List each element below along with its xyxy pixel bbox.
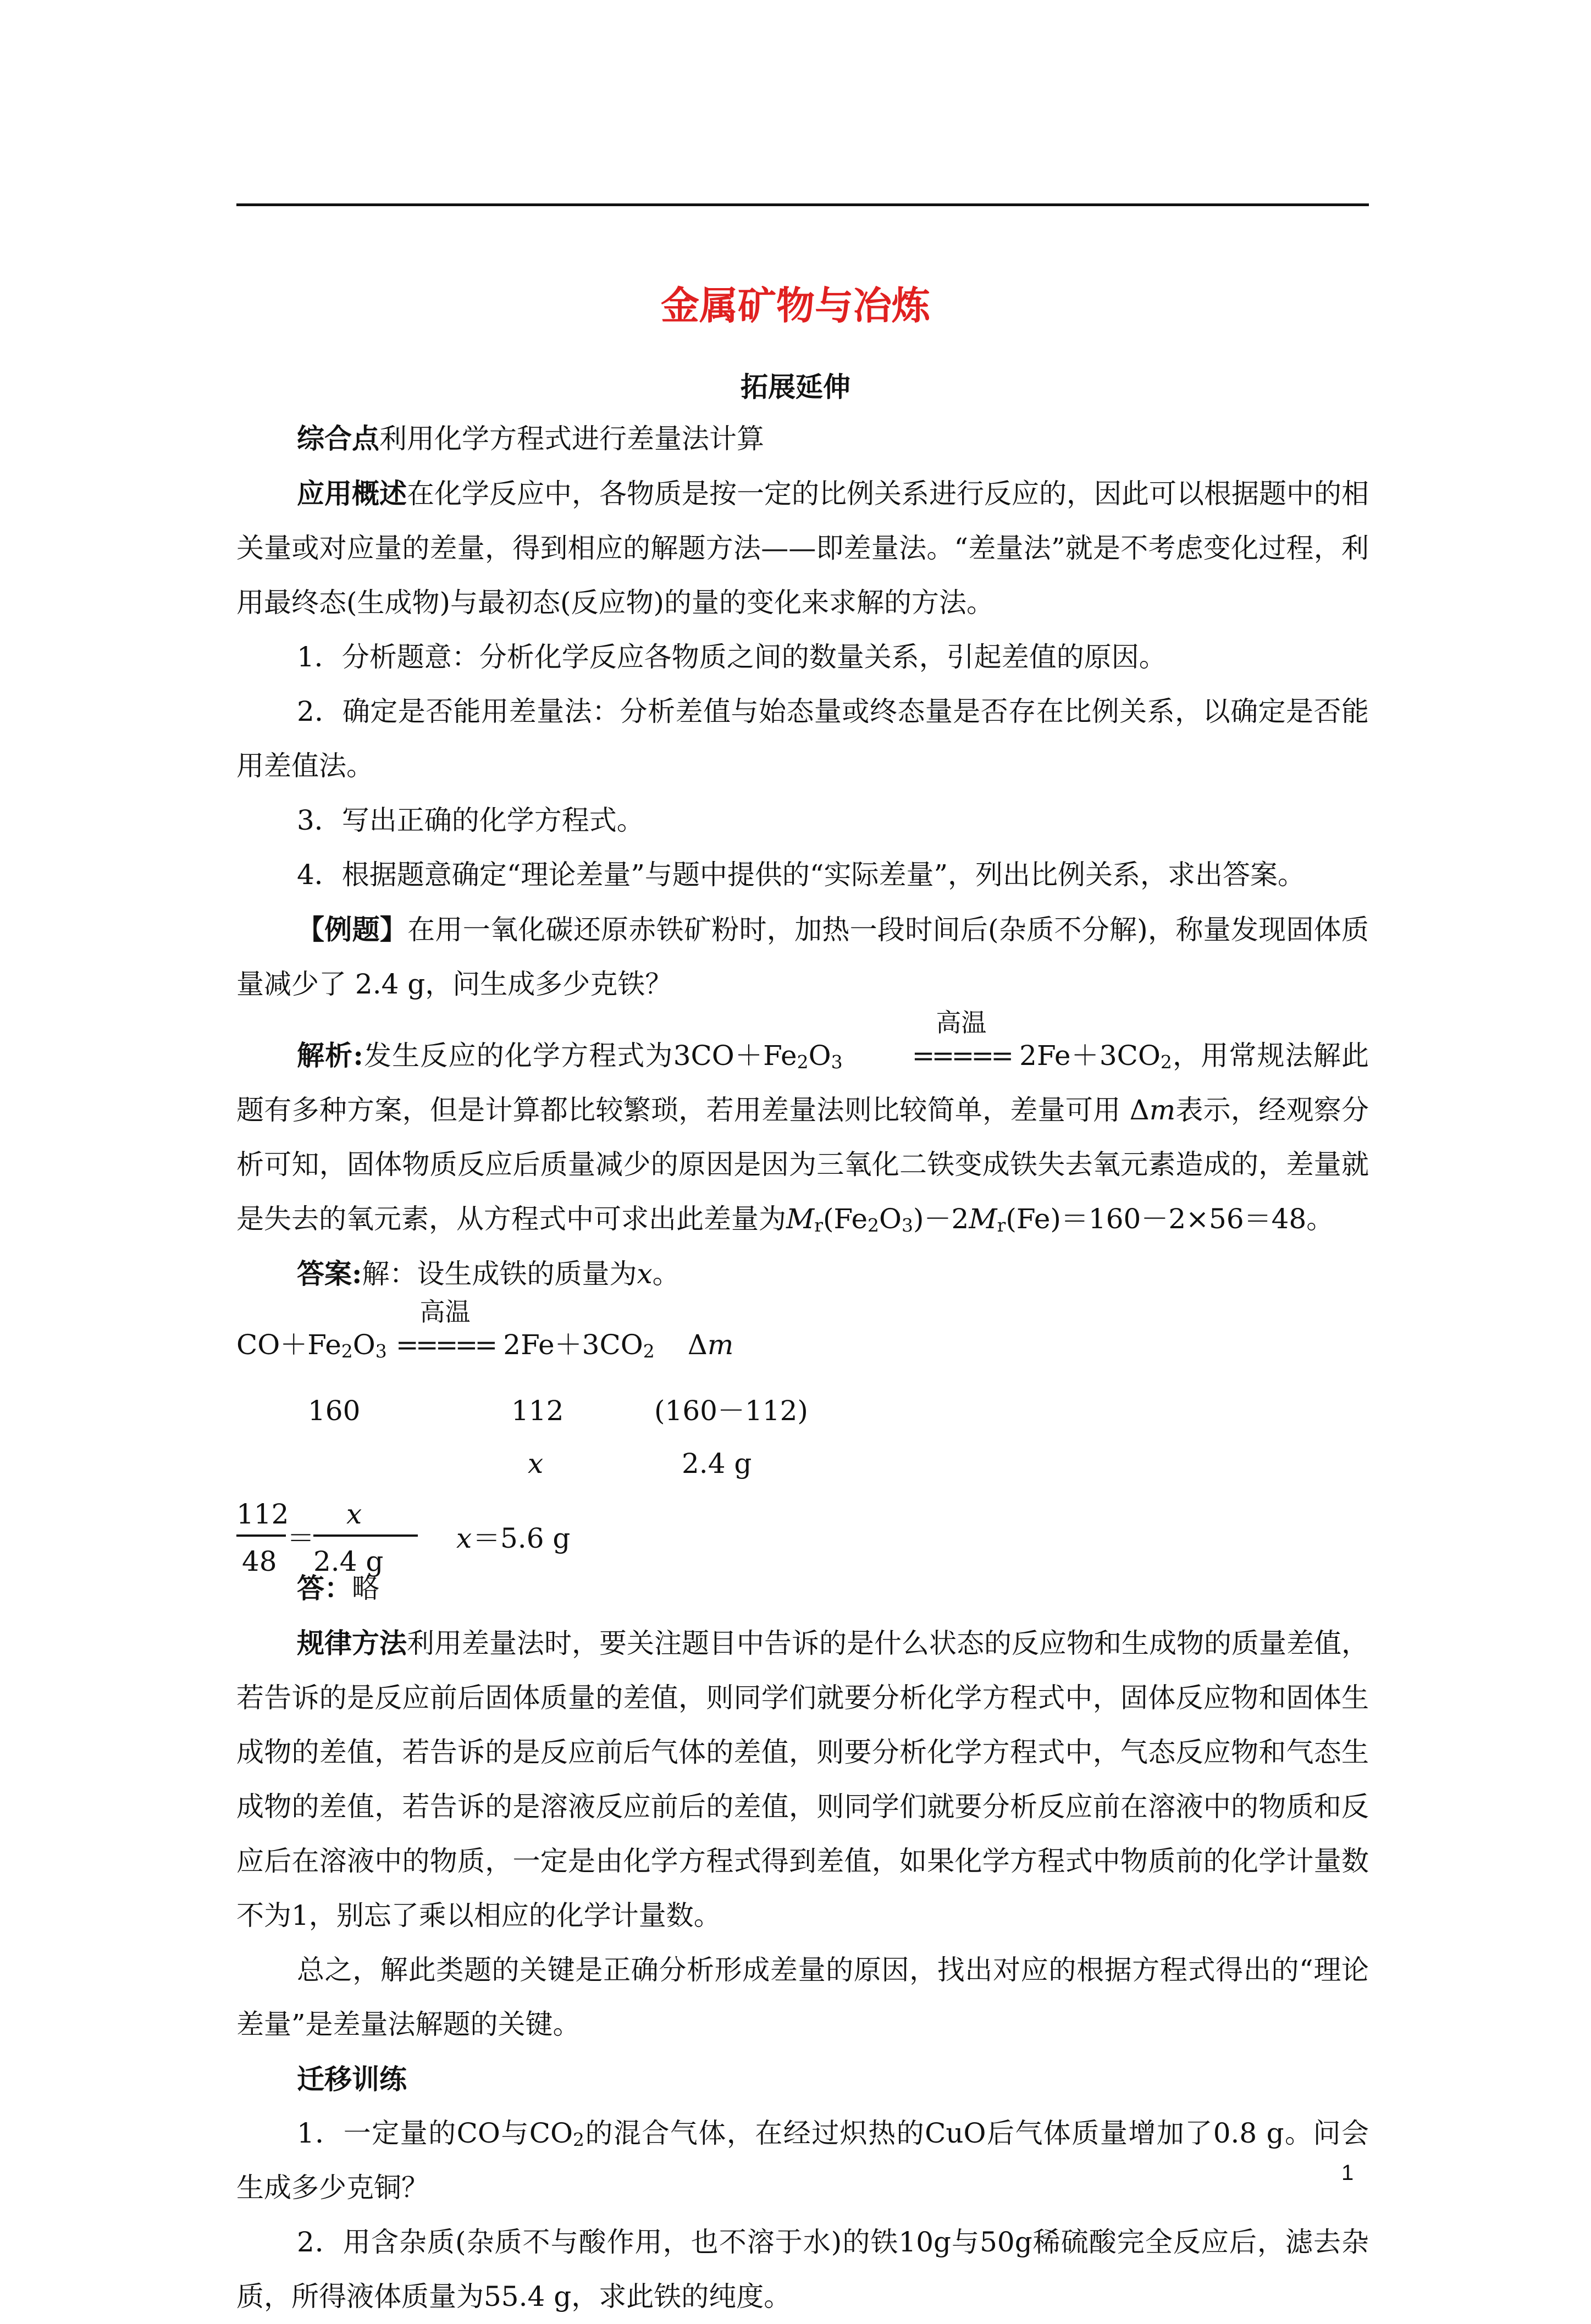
- answer-final: 答：略: [297, 1572, 379, 1604]
- application-overview: 应用概述在化学反应中，各物质是按一定的比例关系进行反应的，因此可以根据题中的相关量或对应量的差量，得到相应的解题方法——即差量法。“差量法”就是不考虑变化过程，利用最终态(生成物)与最初态(反应物)的量的变化来求解的方法。: [236, 477, 1369, 619]
- header-rule: [236, 203, 1369, 206]
- document-body: [236, 411, 1369, 2324]
- reaction-condition: 高温 =====: [911, 1008, 1011, 1072]
- training-q2: 2．用含杂质(杂质不与酸作用，也不溶于水)的铁10g与50g稀硫酸完全反应后，滤去杂质，所得液体质量为55.4 g，求此铁的纯度。: [236, 2226, 1369, 2312]
- training-q1: 1．一定量的CO与CO2的混合气体，在经过炽热的CuO后气体质量增加了0.8 g。问会生成多少克铜？: [236, 2117, 1369, 2204]
- mass-row-2: x 2.4 g: [528, 1448, 752, 1480]
- mass-row-1: 160 112 (160－112): [308, 1395, 808, 1427]
- analysis-paragraph: 解析:发生反应的化学方程式为3CO＋Fe2O3 高温 ===== 2Fe＋3CO2，用常规法解此题有多种方案，但是计算都比较繁琐，若用差量法则比较简单，差量可用 Δm表示，经观察分析可知，固体物质反应后质量减少的原因是因为三氧化二铁变成铁失去氧元素造成的，差量就是失去的氧元素，从方程式中可求出此差量为Mr(Fe2O3)－2Mr(Fe)＝160－2×56＝48。: [236, 1008, 1369, 1236]
- answer-lead: 答案:解：设生成铁的质量为x。: [297, 1257, 680, 1290]
- answer-equation: CO＋Fe2O3 高温 ===== 2Fe＋3CO2 Δm: [236, 1301, 1369, 1384]
- page-number: 1: [1341, 2161, 1354, 2185]
- rule-method: 规律方法利用差量法时，要关注题目中告诉的是什么状态的反应物和生成物的质量差值，若告诉的是反应前后固体质量的差值，则同学们就要分析化学方程式中，固体反应物和固体生成物的差值，若告诉的是反应前后气体的差值，则要分析化学方程式中，气态反应物和气态生成物的差值，若告诉的是溶液反应前后的差值，则同学们就要分析反应前在溶液中的物质和反应后在溶液中的物质，一定是由化学方程式得到差值，如果化学方程式中物质前的化学计量数不为1，别忘了乘以相应的化学计量数。: [236, 1627, 1369, 1931]
- step-1: 1．分析题意：分析化学反应各物质之间的数量关系，引起差值的原因。: [297, 641, 1167, 673]
- section-subtitle: 拓展延伸: [741, 371, 850, 403]
- summary: 总之，解此类题的关键是正确分析形成差量的原因，找出对应的根据方程式得出的“理论差量”是差量法解题的关键。: [236, 1954, 1369, 2040]
- example-question: 【例题】在用一氧化碳还原赤铁矿粉时，加热一段时间后(杂质不分解)，称量发现固体质量减少了 2.4 g，问生成多少克铁？: [236, 913, 1369, 1000]
- step-4: 4．根据题意确定“理论差量”与题中提供的“实际差量”，列出比例关系，求出答案。: [297, 859, 1306, 891]
- step-2: 2．确定是否能用差量法：分析差值与始态量或终态量是否存在比例关系，以确定是否能用差值法。: [236, 695, 1369, 782]
- proportion-equation: 112 48 ＝ x 2.4 g x ＝5.6 g: [236, 1498, 571, 1577]
- reaction-condition-2: 高温 =====: [395, 1297, 495, 1361]
- page-title: 金属矿物与冶炼: [661, 283, 930, 328]
- step-3: 3．写出正确的化学方程式。: [297, 804, 644, 836]
- composite-point: 综合点利用化学方程式进行差量法计算: [297, 422, 764, 455]
- training-heading: 迁移训练: [297, 2063, 407, 2095]
